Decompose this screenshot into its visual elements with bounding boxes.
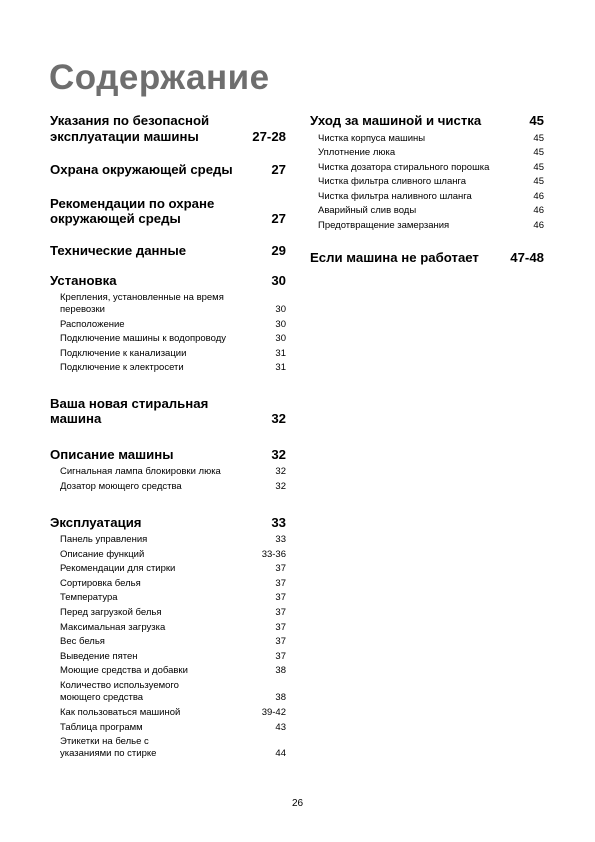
toc-item-page: 37: [275, 563, 286, 575]
toc-section-title: Описание машины: [50, 446, 174, 462]
toc-item-page: 37: [275, 607, 286, 619]
toc-item-page: 37: [275, 592, 286, 604]
toc-item-title: Подключение к электросети: [60, 362, 184, 374]
toc-item-title: Таблица программ: [60, 721, 143, 733]
toc-item-title: Рекомендации для стирки: [60, 563, 176, 575]
toc-item-title: Подключение к канализации: [60, 347, 187, 359]
toc-item-title: Максимальная загрузка: [60, 621, 166, 633]
toc-item-title: Как пользоваться машиной: [60, 707, 181, 718]
toc-item-title: Перед загрузкой белья: [60, 607, 162, 619]
toc-item-page: 30: [275, 303, 286, 315]
page-number: 26: [291, 798, 304, 809]
toc-item[interactable]: [318, 204, 544, 219]
toc-section-title: Установка: [50, 273, 117, 288]
toc-item-title: Расположение: [60, 318, 125, 330]
toc-item-title: Панель управления: [60, 534, 148, 546]
toc-item[interactable]: [60, 606, 286, 621]
toc-section-page: 47-48: [510, 249, 544, 265]
toc-item-page: 30: [275, 333, 286, 345]
toc-item[interactable]: [60, 318, 286, 333]
toc-section[interactable]: [310, 250, 544, 266]
toc-item-page: 38: [275, 665, 286, 677]
toc-item-title: Чистка фильтра наливного шланга: [318, 190, 472, 202]
toc-section-title: Технические данные: [50, 242, 187, 258]
toc-item-page: 43: [275, 721, 286, 733]
toc-item-title: Чистка дозатора стирального порошка: [318, 161, 490, 173]
toc-item[interactable]: [60, 650, 286, 665]
toc-item-title: Предотвращение замерзания: [318, 220, 450, 232]
toc-subsection-list: [310, 132, 544, 234]
toc-item[interactable]: [318, 146, 544, 161]
toc-item[interactable]: [318, 161, 544, 176]
toc-item-title: Сортировка белья: [60, 577, 141, 589]
toc-item-page: 38: [275, 692, 286, 703]
toc-section-page: 27: [271, 162, 286, 177]
toc-section-page: 27-28: [252, 128, 286, 144]
page-title: Содержание: [49, 58, 270, 97]
toc-item[interactable]: [60, 664, 286, 679]
toc-item-page: 39-42: [261, 707, 286, 718]
toc-item-title: Аварийный слив воды: [318, 205, 417, 217]
toc-item[interactable]: [60, 736, 286, 760]
toc-item-page: 30: [275, 318, 286, 330]
toc-subsection-list: [50, 533, 286, 760]
toc-item-page: 37: [275, 650, 286, 662]
toc-section[interactable]: [50, 447, 286, 463]
toc-item-title: Чистка фильтра сливного шланга: [318, 176, 467, 188]
toc-item-page: 32: [275, 466, 286, 478]
toc-item-title: Уплотнение люка: [318, 147, 396, 159]
toc-item-page: 44: [275, 748, 286, 760]
toc-item-title: Температура: [60, 592, 118, 604]
toc-section-page: 45: [529, 113, 544, 128]
toc-section-title: Эксплуатация: [50, 514, 142, 530]
toc-item-title: Чистка корпуса машины: [318, 132, 426, 144]
toc-section-title: Указания по безопасной эксплуатации машины: [50, 113, 210, 144]
toc-section[interactable]: [50, 113, 286, 144]
toc-item[interactable]: [60, 721, 286, 736]
toc-section-page: 32: [271, 411, 286, 427]
toc-item-page: 33-36: [261, 548, 286, 560]
toc-section[interactable]: [50, 162, 286, 178]
toc-item[interactable]: [60, 480, 286, 495]
toc-item-title: Этикетки на белье с указаниями по стирке: [60, 736, 157, 760]
toc-item[interactable]: [60, 292, 286, 316]
toc-item-page: 46: [533, 205, 544, 217]
toc-item-page: 46: [533, 190, 544, 202]
toc-section-page: 29: [271, 242, 286, 258]
toc-item[interactable]: [60, 332, 286, 347]
toc-item[interactable]: [60, 533, 286, 548]
toc-section[interactable]: [50, 243, 286, 259]
toc-item-title: Выведение пятен: [60, 650, 138, 662]
toc-item-page: 45: [533, 132, 544, 144]
toc-section-title: Рекомендации по охране окружающей среды: [50, 195, 215, 226]
toc-item[interactable]: [318, 219, 544, 234]
toc-item-title: Вес белья: [60, 636, 105, 648]
toc-item-title: Моющие средства и добавки: [60, 665, 188, 677]
toc-item-page: 46: [533, 220, 544, 232]
toc-item[interactable]: [60, 680, 286, 704]
toc-item-page: 45: [533, 176, 544, 188]
toc-item-page: 33: [275, 534, 286, 546]
toc-item-page: 37: [275, 636, 286, 648]
toc-item-title: Подключение машины к водопроводу: [60, 333, 226, 345]
toc-item-title: Дозатор моющего средства: [60, 480, 182, 492]
toc-item-page: 45: [533, 161, 544, 173]
toc-section-title: Охрана окружающей среды: [50, 162, 233, 177]
toc-item[interactable]: [318, 132, 544, 147]
toc-subsection-list: [50, 292, 286, 376]
toc-item[interactable]: [60, 635, 286, 650]
toc-section[interactable]: [310, 113, 544, 129]
toc-subsection-list: [50, 465, 286, 494]
toc-section-title: Уход за машиной и чистка: [310, 113, 482, 128]
toc-item-title: Описание функций: [60, 548, 145, 560]
toc-item-page: 31: [275, 347, 286, 359]
toc-section-title: Если машина не работает: [310, 249, 479, 265]
toc-section-page: 32: [271, 446, 286, 462]
toc-item-title: Количество используемого моющего средства: [60, 680, 179, 703]
toc-item[interactable]: [60, 361, 286, 376]
toc-item-page: 37: [275, 621, 286, 633]
toc-item[interactable]: [60, 591, 286, 606]
toc-section-title: Ваша новая стиральная машина: [50, 395, 209, 427]
toc-left-column: [50, 113, 286, 762]
toc-section-page: 33: [271, 514, 286, 530]
toc-item-page: 31: [275, 362, 286, 374]
toc-item[interactable]: [60, 706, 286, 721]
toc-item[interactable]: [318, 175, 544, 190]
toc-section[interactable]: [50, 515, 286, 531]
toc-item[interactable]: [318, 190, 544, 205]
toc-section-page: 30: [271, 273, 286, 288]
toc-item[interactable]: [60, 562, 286, 577]
toc-section-page: 27: [271, 211, 286, 226]
toc-right-column: [310, 113, 544, 265]
toc-item-page: 45: [533, 147, 544, 159]
toc-item[interactable]: [60, 465, 286, 480]
toc-section[interactable]: [50, 273, 286, 289]
toc-item-page: 32: [275, 480, 286, 492]
toc-item[interactable]: [60, 548, 286, 563]
toc-item[interactable]: [60, 577, 286, 592]
toc-item-page: 37: [275, 577, 286, 589]
toc-section[interactable]: [50, 196, 286, 227]
toc-item[interactable]: [60, 621, 286, 636]
toc-section[interactable]: [50, 396, 286, 427]
toc-item-title: Крепления, установленные на время перевозки: [60, 291, 224, 315]
toc-item[interactable]: [60, 347, 286, 362]
toc-item-title: Сигнальная лампа блокировки люка: [60, 466, 221, 478]
